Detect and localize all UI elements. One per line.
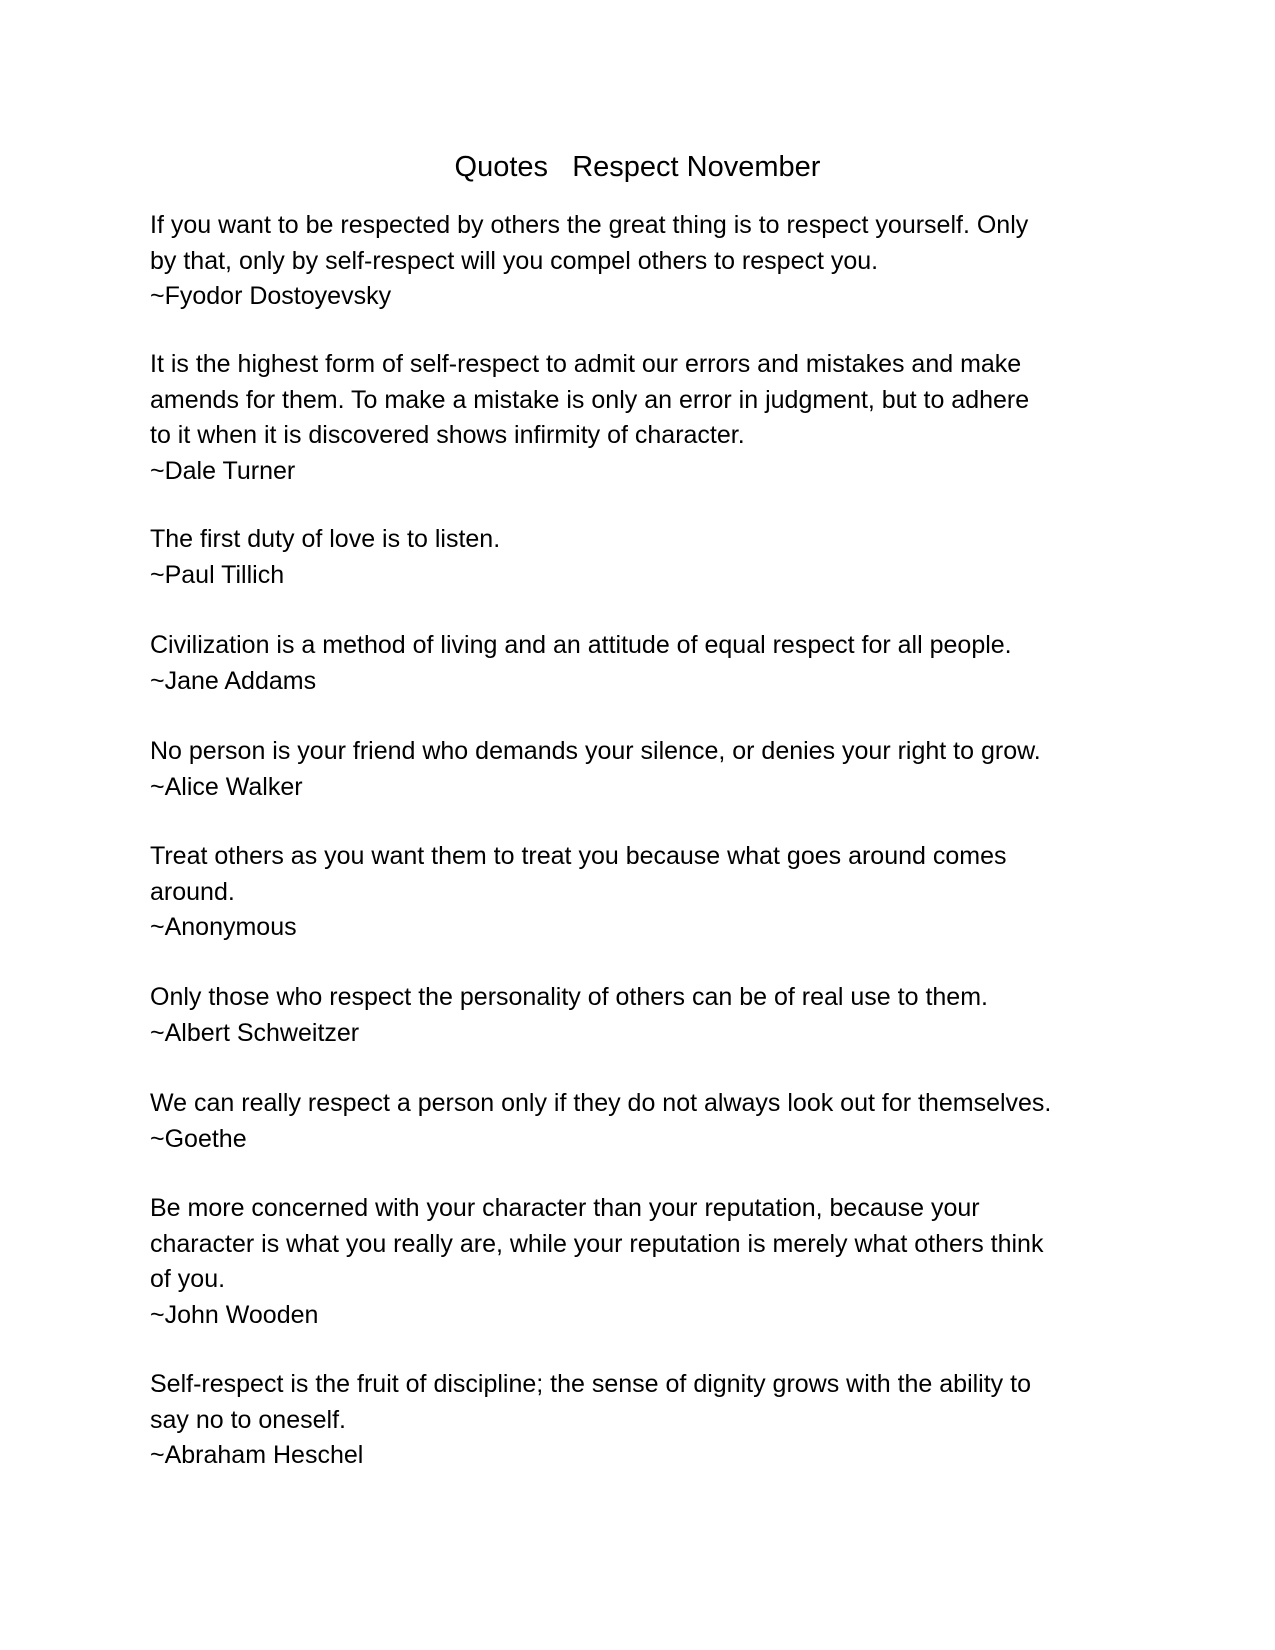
quote-line: of you. xyxy=(150,1265,226,1293)
quote-line: character is what you really are, while your reputation is merely what others think xyxy=(150,1229,1044,1258)
quote-author: ~Abraham Heschel xyxy=(150,1441,364,1469)
quote-line: No person is your friend who demands your silence, or denies your right to grow. xyxy=(150,737,1041,765)
quote-author: ~Fyodor Dostoyevsky xyxy=(150,282,392,310)
quote-line: We can really respect a person only if they do not always look out for themselves. xyxy=(150,1089,1052,1117)
quote-line: by that, only by self-respect will you compel others to respect you. xyxy=(150,246,879,275)
quote-block xyxy=(150,347,1150,489)
quote-block xyxy=(150,1367,1150,1474)
quote-block xyxy=(150,208,1150,315)
quote-block xyxy=(150,839,1150,946)
quote-author: ~John Wooden xyxy=(150,1300,319,1329)
quote-line: The first duty of love is to listen. xyxy=(150,525,501,553)
quote-line: to it when it is discovered shows infirmity of character. xyxy=(150,421,745,449)
quote-block xyxy=(150,734,1150,805)
quote-line: If you want to be respected by others the great thing is to respect yourself. Only xyxy=(150,211,1029,239)
quote-block xyxy=(150,1086,1150,1157)
quote-author: ~Paul Tillich xyxy=(150,560,285,589)
quote-line: say no to oneself. xyxy=(150,1405,346,1434)
page-title: Quotes Respect November xyxy=(454,151,821,183)
quote-block xyxy=(150,522,1150,593)
quote-line: amends for them. To make a mistake is only an error in judgment, but to adhere xyxy=(150,385,1030,414)
quote-author: ~Dale Turner xyxy=(150,456,296,485)
quote-author: ~Albert Schweitzer xyxy=(150,1018,360,1047)
quote-line: Be more concerned with your character than your reputation, because your xyxy=(150,1194,980,1222)
quote-line: Civilization is a method of living and an attitude of equal respect for all people. xyxy=(150,631,1012,659)
quote-block xyxy=(150,1191,1150,1333)
quote-line: around. xyxy=(150,877,235,906)
quote-author: ~Anonymous xyxy=(150,913,297,941)
quote-author: ~Jane Addams xyxy=(150,666,317,695)
quote-line: Treat others as you want them to treat you because what goes around comes xyxy=(150,842,1007,870)
quote-line: Only those who respect the personality of others can be of real use to them. xyxy=(150,983,988,1011)
quote-block xyxy=(150,980,1150,1051)
quote-author: ~Alice Walker xyxy=(150,772,303,801)
quote-author: ~Goethe xyxy=(150,1124,247,1153)
quote-line: Self-respect is the fruit of discipline; the sense of dignity grows with the ability to xyxy=(150,1370,1031,1398)
quote-line: It is the highest form of self-respect to admit our errors and mistakes and make xyxy=(150,350,1022,378)
quote-block xyxy=(150,628,1150,699)
